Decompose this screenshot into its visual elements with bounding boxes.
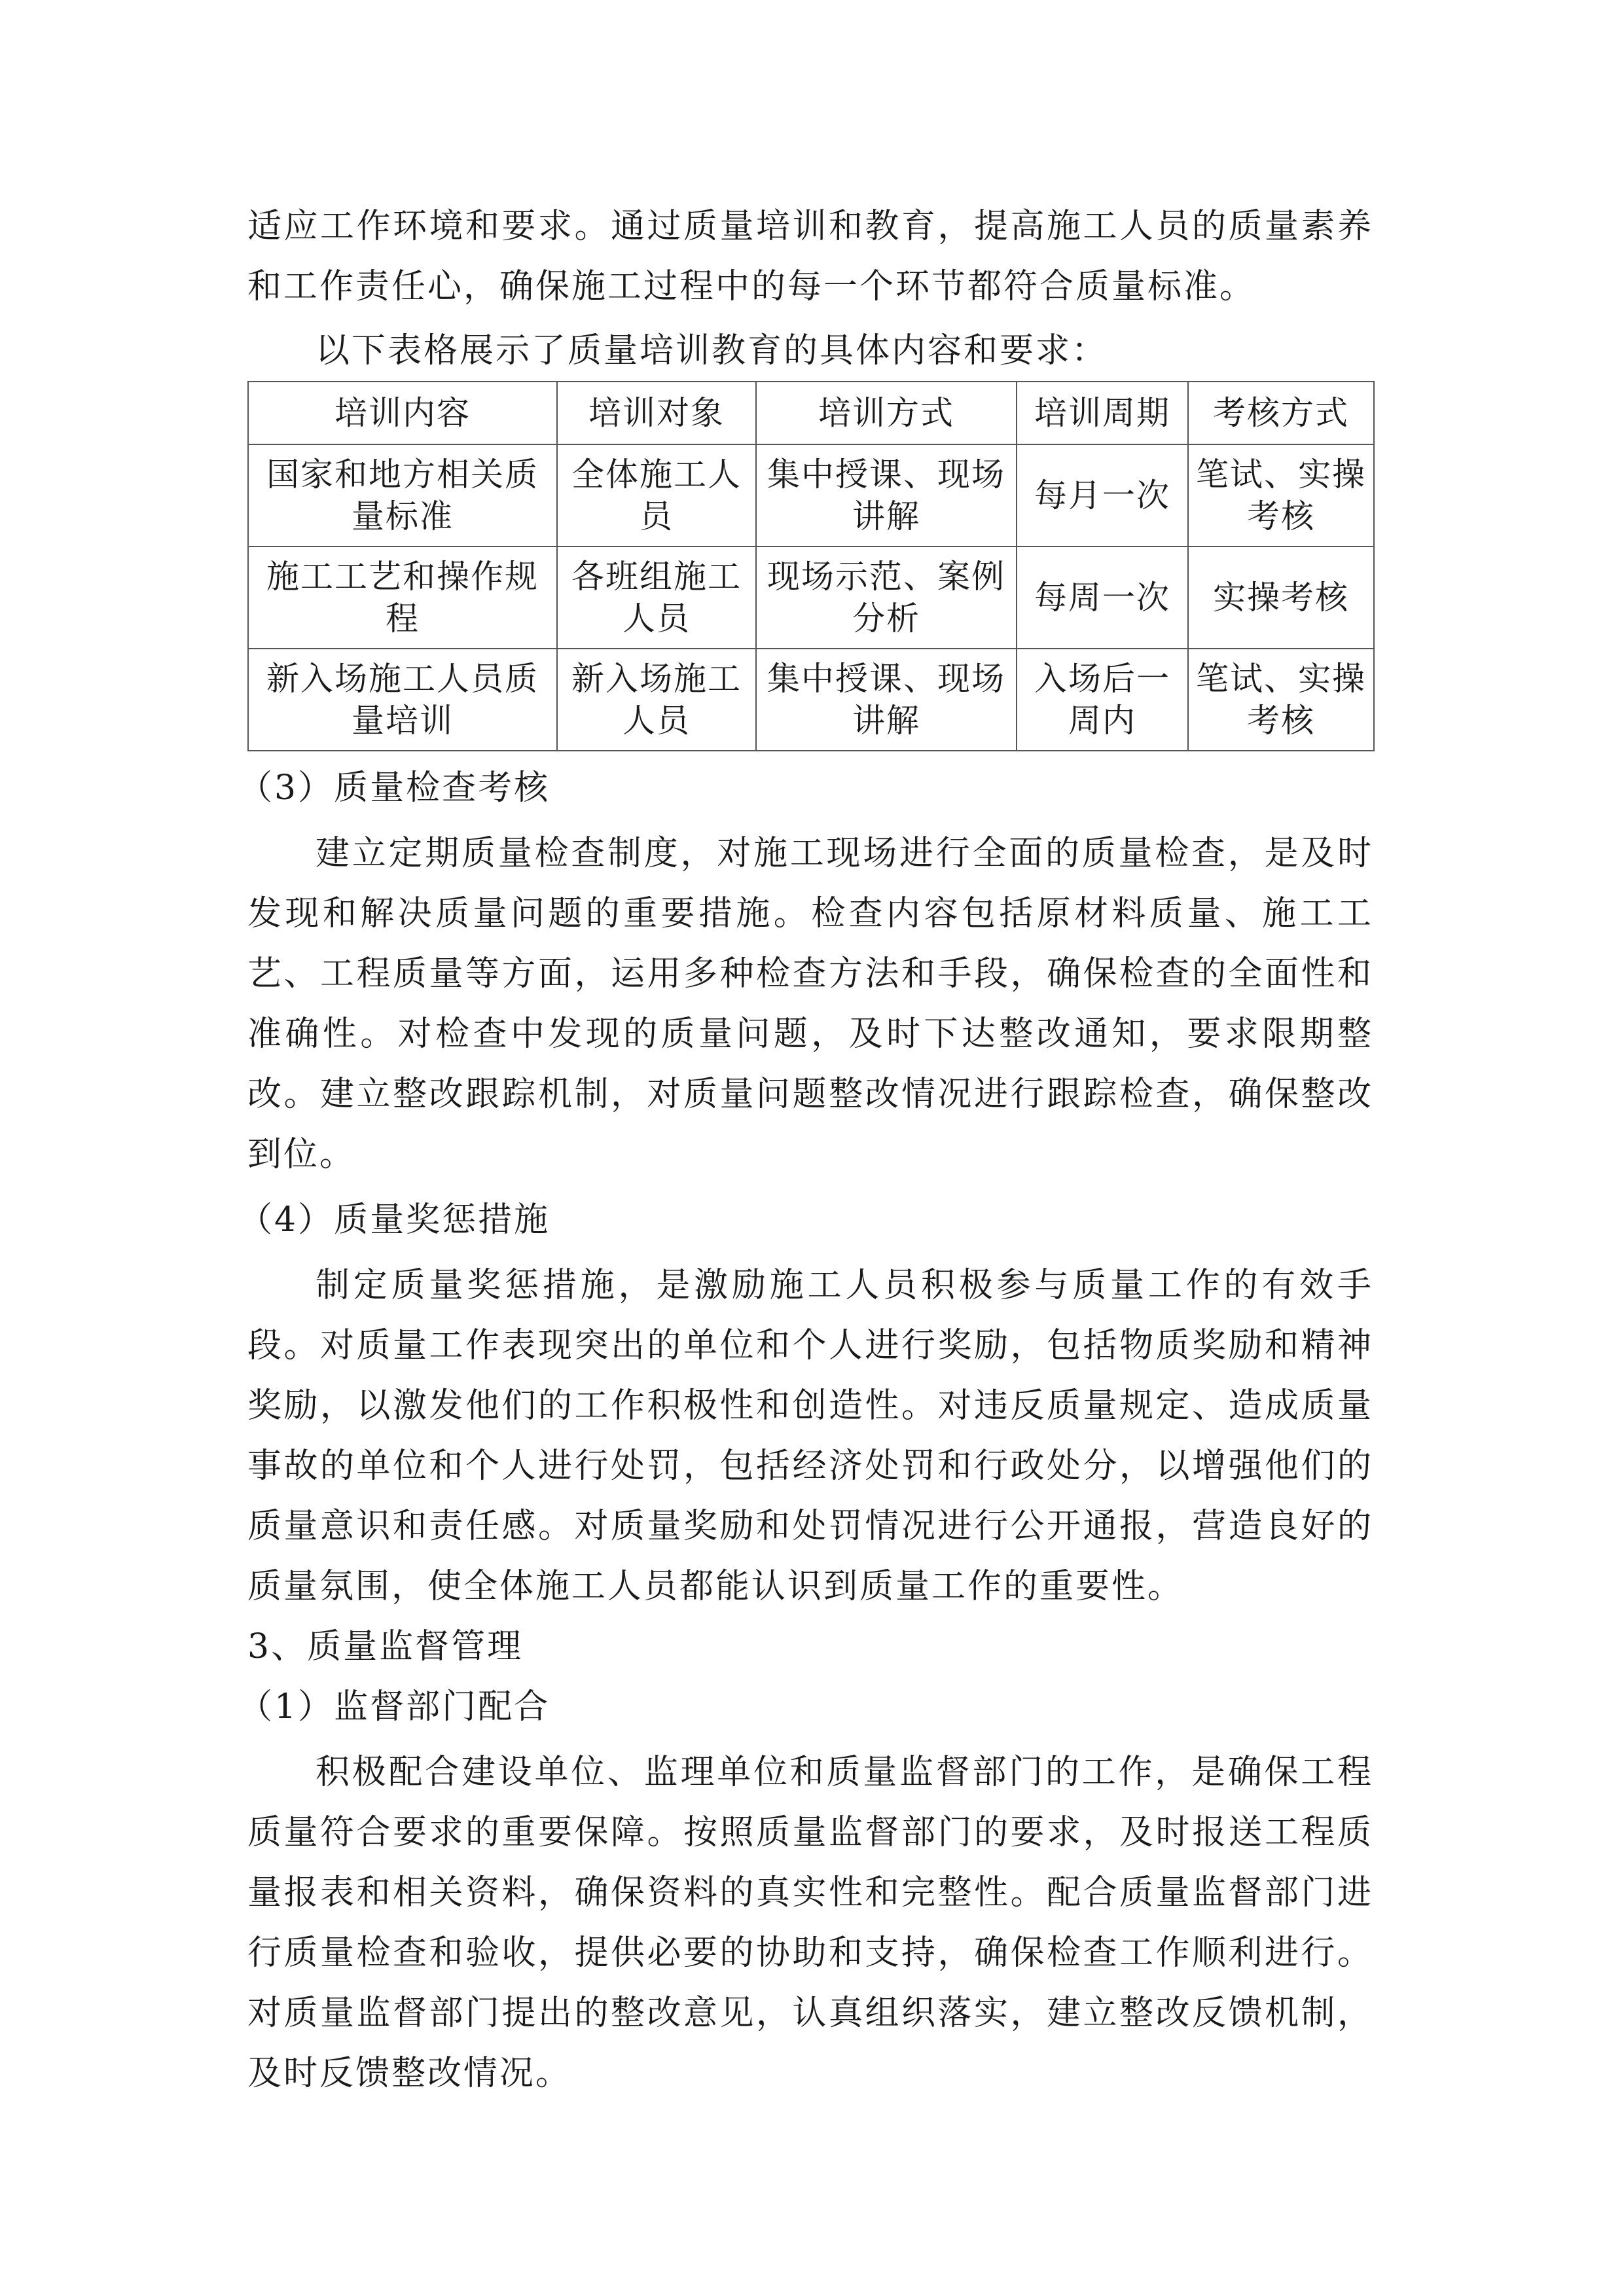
table-cell: 入场后一周内 xyxy=(1017,649,1188,751)
table-cell: 笔试、实操考核 xyxy=(1188,444,1374,547)
table-cell: 每周一次 xyxy=(1017,547,1188,649)
training-table xyxy=(247,381,1375,751)
header-cell-assessment: 考核方式 xyxy=(1188,382,1374,444)
table-caption: 以下表格展示了质量培训教育的具体内容和要求： xyxy=(316,331,1108,370)
table-cell: 新入场施工人员 xyxy=(557,649,756,751)
table-cell: 全体施工人员 xyxy=(557,444,756,547)
table-cell: 新入场施工人员质量培训 xyxy=(248,649,557,751)
table-cell: 每月一次 xyxy=(1017,444,1188,547)
table-row xyxy=(248,444,1374,547)
paragraph-reward-punishment: 制定质量奖惩措施，是激励施工人员积极参与质量工作的有效手段。对质量工作表现突出的单位和个人进行奖励，包括物质奖励和精神奖励，以激发他们的工作积极性和创造性。对违反质量规定、造成质量事故的单位和个人进行处罚，包括经济处罚和行政处分，以增强他们的质量意识和责任感。对质量奖励和处罚情况进行公开通报，营造良好的质量氛围，使全体施工人员都能认识到质量工作的重要性。 xyxy=(247,1266,1373,1606)
section-heading-supervision: 3、质量监督管理 xyxy=(247,1627,524,1666)
table-cell: 集中授课、现场讲解 xyxy=(756,444,1017,547)
table-cell: 国家和地方相关质量标准 xyxy=(248,444,557,547)
table-cell: 现场示范、案例分析 xyxy=(756,547,1017,649)
table-row xyxy=(248,649,1374,751)
paragraph-training-summary: 适应工作环境和要求。通过质量培训和教育，提高施工人员的质量素养和工作责任心，确保施工过程中的每一个环节都符合质量标准。 xyxy=(247,207,1373,306)
paragraph-department-cooperation: 积极配合建设单位、监理单位和质量监督部门的工作，是确保工程质量符合要求的重要保障。按照质量监督部门的要求，及时报送工程质量报表和相关资料，确保资料的真实性和完整性。配合质量监督部门进行质量检查和验收，提供必要的协助和支持，确保检查工作顺利进行。对质量监督部门提出的整改意见，认真组织落实，建立整改反馈机制，及时反馈整改情况。 xyxy=(247,1753,1373,2093)
table-cell: 笔试、实操考核 xyxy=(1188,649,1374,751)
table-row xyxy=(248,547,1374,649)
table-cell: 集中授课、现场讲解 xyxy=(756,649,1017,751)
header-cell-cycle: 培训周期 xyxy=(1017,382,1188,444)
header-cell-target: 培训对象 xyxy=(557,382,756,444)
table-cell: 各班组施工人员 xyxy=(557,547,756,649)
section-heading-quality-check: （3）质量检查考核 xyxy=(238,768,550,808)
table-header-row xyxy=(248,382,1374,444)
document-page xyxy=(238,196,1373,2104)
header-cell-content: 培训内容 xyxy=(248,382,557,444)
paragraph-quality-check: 建立定期质量检查制度，对施工现场进行全面的质量检查，是及时发现和解决质量问题的重要措施。检查内容包括原材料质量、施工工艺、工程质量等方面，运用多种检查方法和手段，确保检查的全面性和准确性。对检查中发现的质量问题，及时下达整改通知，要求限期整改。建立整改跟踪机制，对质量问题整改情况进行跟踪检查，确保整改到位。 xyxy=(247,834,1373,1174)
header-cell-method: 培训方式 xyxy=(756,382,1017,444)
section-heading-department-cooperation: （1）监督部门配合 xyxy=(238,1687,550,1727)
table-cell: 施工工艺和操作规程 xyxy=(248,547,557,649)
table-cell: 实操考核 xyxy=(1188,547,1374,649)
section-heading-reward-punishment: （4）质量奖惩措施 xyxy=(238,1200,550,1240)
